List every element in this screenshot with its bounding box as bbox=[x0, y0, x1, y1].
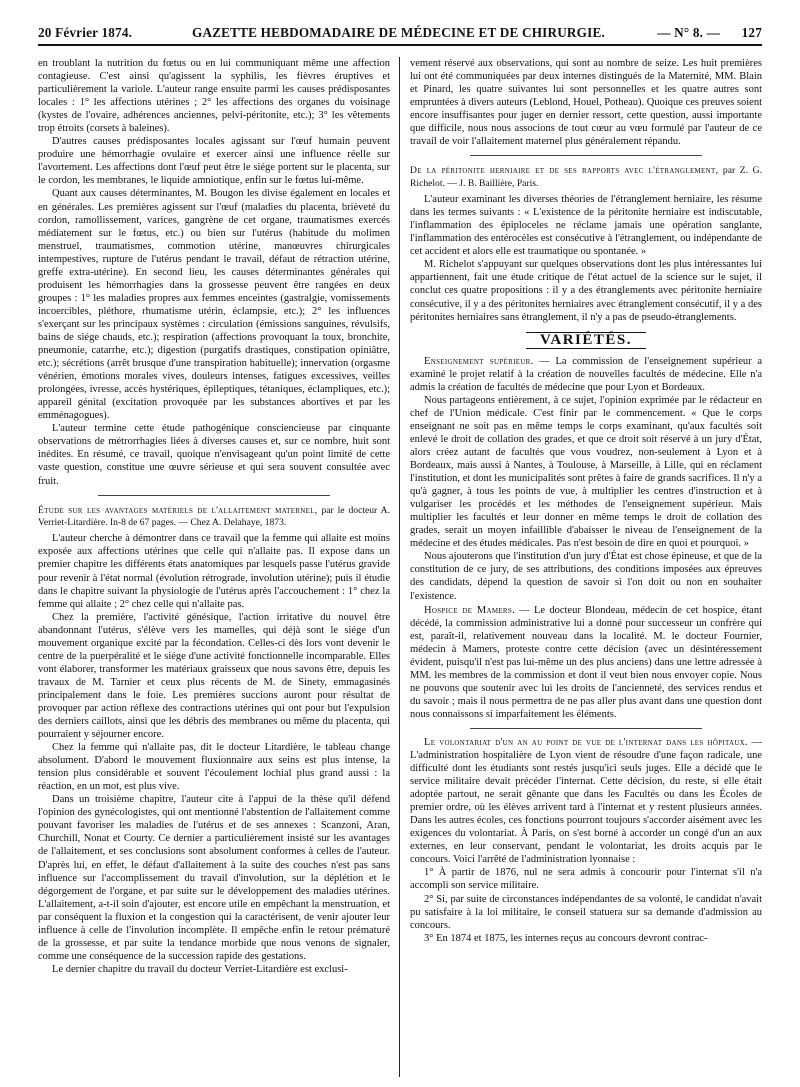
running-header bbox=[38, 22, 762, 46]
news-item-text: — L'administration hospitalière de Lyon vient de résoudre d'une façon radicale, une difficulté dont les étudiants sont restés jusqu'ici seuls juges. Elle a décidé que le service militaire devait précéder l'internat. Cette décision, du reste, si elle était adoptée partout, ne serait gênante que dans les Facultés ou dans les Écoles de premier ordre, où les élèves arrivent tard à l'internat et y restent plusieurs années. Dans les autres écoles, ces fonctions pourront toujours s'accorder aisément avec les exigences du volontariat. À Paris, on s'est borné à accorder un congé d'un an aux externes, en leur conservant, pendant le volontariat, les droits acquis par le concours. Voici l'arrêté de l'administration lyonnaise : bbox=[410, 736, 762, 866]
article-heading bbox=[38, 505, 390, 530]
header-date: 20 Février 1874. bbox=[38, 25, 133, 40]
article-citation: par Z. G. Richelot. — J. B. Baillière, Paris. bbox=[410, 165, 762, 189]
article-title: De la péritonite herniaire et de ses rapports avec l'étranglement, bbox=[410, 165, 719, 177]
paragraph: Dans un troisième chapitre, l'auteur cite à l'appui de la thèse qu'il défend l'opinion des gynécologistes, qui ont mentionné l'abstention de l'allaitement comme pouvant favoriser les maladies de l'utérus et de ses annexes : Scanzoni, Aran, Churchill, Nonat et Courty. Ce dernier a particulièrement insisté sur les avantages de l'allaitement, et ses conclusions sont absolument conformes à celles de l'auteur. D'après lui, en effet, le défaut d'allaitement à la suite des couches n'est pas sans influence sur l'accomplissement du travail d'involution, sur la déplétion et le dégorgement de l'organe, et par suite sur le développement des maladies utérines. L'allaitement, a-t-il soin d'ajouter, est encore utile en empêchant la menstruation, et par conséquent la fluxion et la congestion qui la caractérisent, de venir ajouter leur influence à celle de l'involution incomplète. Il empêche enfin le retour prématuré de la grossesse, et par suite la tendance morbide que nous venons de signaler, comme une conséquence de la succession rapide des gestations. bbox=[38, 794, 390, 962]
list-item: 3° En 1874 et 1875, les internes reçus au concours devront contrac- bbox=[424, 932, 708, 944]
news-item-title: Hospice de Mamers. bbox=[424, 604, 516, 616]
list-item: 2° Si, par suite de circonstances indépendantes de sa volonté, le candidat n'avait pu satisfaire à la loi militaire, le conseil statuera sur sa demande d'admission au concours. bbox=[410, 893, 762, 931]
column-divider bbox=[399, 57, 400, 1077]
article-title: Étude sur les avantages matériels de l'allaitement maternel, bbox=[38, 504, 318, 516]
header-title: GAZETTE HEBDOMADAIRE DE MÉDECINE ET DE CHIRURGIE. bbox=[192, 25, 605, 40]
paragraph: L'auteur examinant les diverses théories de l'étranglement herniaire, les résume dans les termes suivants : « L'existence de la péritonite herniaire est indiscutable, l'inflammation des épiploceles ne réclame jamais une opération sanglante, l'inflammation des entérocèles est consécutive à l'étranglement, ou indépendante de cet accident et alors elle est traumatique ou spontanée. » bbox=[410, 194, 762, 258]
section-heading-wrap bbox=[410, 332, 762, 349]
paragraph: Le dernier chapitre du travail du docteur Verriet-Litardière est exclusi- bbox=[52, 963, 348, 975]
paragraph: Nous partageons entièrement, à ce sujet, l'opinion exprimée par le rédacteur en chef de l'Union médicale. C'est finir par le commencement. « Que le corps enseignant ne soit pas en même temps le corps examinant, qu'aux facultés soit enlevé le droit de collation des grades, et que ce droit soit réservé à un jury d'État, alors créez autant de facultés que vous voudrez, non-seulement à Lyon et à Bordeaux, mais aussi à Nantes, à Toulouse, à Marseille, à Lille, qui en réclament l'institution, et dont les municipalités sont prêtes à faire de grands sacrifices. Il n'y a qu'à gagner, à tous les points de vue, à multiplier les centres d'instruction et à vulgariser les procédés et les méthodes de l'enseignement supérieur. Mais multiplier les facultés et leur donner en même temps le droit de collation des grades, serait un moyen infaillible d'abaisser le niveau de l'enseignement de la médecine et des études médicales. Pas n'est besoin de dire en quoi et pourquoi. » bbox=[410, 394, 762, 550]
paragraph: L'auteur cherche à démontrer dans ce travail que la femme qui allaite est moins exposée aux affections utérines que celle qui n'allaite pas. Il expose dans un premier chapitre les différents états anatomiques par lesquels passe l'utérus gravide pour revenir à l'état normal (évolution rétrograde, involution utérine); puis il étudie dans le chapitre suivant la physiologie de l'utérus après l'accouchement : 1° chez la femme qui allaite ; 2° chez celle qui n'allaite pas. bbox=[38, 533, 390, 610]
paragraph: M. Richelot s'appuyant sur quelques observations dont les plus intéressantes lui appartiennent, fait une étude critique de l'état actuel de la science sur le sujet, il conclut ces quatre propositions : il y a des étranglements avec péritonite herniaire consécutive, il y a des péritonites herniaires avec étranglement consécutif, il y a des péritonites herniaires sans étranglement, il n'y a pas de pseudo-étranglements. bbox=[410, 259, 762, 323]
paragraph: L'auteur termine cette étude pathogénique consciencieuse par cinquante observations de métrorrhagies liées à diverses causes et, sur ce nombre, huit sont inédites. En résumé, ce travail, quoique n'envisageant qu'un point limité de cette vaste question, constitue une œuvre sérieuse et qui sera souvent consultée avec fruit. bbox=[38, 423, 390, 487]
news-item bbox=[410, 736, 762, 866]
news-item bbox=[410, 355, 762, 394]
article-separator bbox=[98, 495, 330, 496]
article-heading bbox=[410, 165, 762, 190]
right-column bbox=[410, 57, 762, 1082]
paragraph: en troublant la nutrition du fœtus ou en lui communiquant même une affection contagieuse. C'est ainsi qu'agissent la syphilis, les fièvres éruptives et particulièrement la variole. L'auteur range ensuite parmi les causes prédisposantes locales : 1° les affections utérines ; 2° les affections des organes du voisinage (kystes de l'ovaire, adhérences anciennes, pelvi-péritonite, etc.); 3° les vêtements trop étroits (corsets à baleines). bbox=[38, 58, 390, 135]
paragraph: Chez la femme qui n'allaite pas, dit le docteur Litardière, le tableau change absolument. D'abord le mouvement fluxionnaire aux seins est plus intense, la tension plus considérable et souvent l'écoulement lochial plus grand aussi : la réaction, en un mot, est plus vive. bbox=[38, 742, 390, 793]
news-item-text: — La commission de l'enseignement supérieur a examiné le projet relatif à la création de nouvelles facultés de médecine. Elle n'a admis la création de facultés de médecine que pour Lyon et Bordeaux. bbox=[410, 355, 762, 393]
article-citation: par le docteur A. Verriet-Litardière. In-8 de 67 pages. — Chez A. Delahaye, 1873. bbox=[38, 504, 390, 528]
header-page-number: 127 bbox=[741, 25, 762, 40]
news-item bbox=[410, 604, 762, 721]
news-item-title: Enseignement supérieur. bbox=[424, 355, 534, 367]
news-item-title: Le volontariat d'un an au point de vue de l'internat dans les hôpitaux. bbox=[424, 736, 748, 748]
news-item-text: — Le docteur Blondeau, médecin de cet hospice, étant décédé, la commission administrative lui a donné pour successeur un confrère qui est, paraît-il, relativement nouveau dans la localité. M. le docteur Fournier, médecin à Mamers, proteste contre cette décision (avec un désintéressement évident, puisqu'il n'est pas lui-même un des plus anciens) dans une lettre adressée à MM. les membres de la commission et dont il veut bien nous envoyer copie. Nous ne pouvons que soutenir avec lui les droits de l'ancienneté, des services rendus et du savoir ; mais il nous permettra de ne pas aller plus avant dans une question dont nous connaissons si imparfaitement les éléments. bbox=[410, 604, 762, 720]
paragraph: Chez la première, l'activité génésique, l'action irritative du nouvel être abandonnant l'utérus, s'élève vers les mamelles, qui déjà sont le siége d'un mouvement organique excité par la fécondation. Celles-ci dès lors vont devenir le centre de la puerpéralité et le siége d'une activité fonctionnelle incomparable. Elles vont élaborer, transformer les matériaux graisseux que nous savons être, depuis les travaux de M. Tarnier et ceux plus récents de M. de Sinety, emmagasinés principalement dans le foie. Les premières succions auront pour résultat de provoquer par action réflexe des contractions utérines qui ont pour but l'expulsion des derniers caillots, ainsi que les débris des membranes ou même du placenta, qui pourraient y séjourner encore. bbox=[38, 611, 390, 741]
article-separator bbox=[470, 155, 702, 156]
paragraph: vement réservé aux observations, qui sont au nombre de seize. Les huit premières lui ont été communiquées par deux internes distingués de la Maternité, MM. Blain et Pinard, les quatre suivantes lui sont personnelles et les quatre autres sont empruntées à divers auteurs (Leblond, Houel, Potheau). Quoique ces preuves soient encore insuffisantes pour juger en dernier ressort, cette question, aussi importante que difficile, nous nous associons de tout cœur au vœu formulé par l'auteur de ce travail de voir l'allaitement maternel plus généralement répandu. bbox=[410, 58, 762, 148]
left-column bbox=[38, 57, 390, 1082]
paragraph: D'autres causes prédisposantes locales agissant sur l'œuf humain peuvent produire une hémorrhagie ovulaire et exercer ainsi une influence réelle sur l'avortement. Les affections dont l'œuf peut être le siége portent sur le placenta, sur le cordon, les membranes, le liquide amniotique, enfin sur le fœtus lui-même. bbox=[38, 136, 390, 187]
section-heading: VARIÉTÉS. bbox=[526, 332, 646, 349]
paragraph: Nous ajouterons que l'institution d'un jury d'État est chose épineuse, et que de la constitution de ce jury, de ses attributions, des conditions imposées aux épreuves des candidats, dépend la question de savoir si l'on doit ou non en souhaiter l'existence. bbox=[410, 551, 762, 602]
header-issue-number: — N° 8. — bbox=[657, 25, 720, 40]
list-item: 1° À partir de 1876, nul ne sera admis à concourir pour l'internat s'il n'a accompli son service militaire. bbox=[410, 867, 762, 892]
article-separator bbox=[470, 728, 702, 729]
paragraph: Quant aux causes déterminantes, M. Bougon les divise également en locales et en générales. Les premières agissent sur l'œuf (maladies du placenta, brièveté du cordon, ramollissement, varices, gangrène de cet organe, traumatismes exercés médiatement sur le fœtus, etc.) ou bien sur l'utérus (habitude du molimen menstruel, traumatismes, commotion utérine, manœuvres chirurgicales intempestives, rupture de l'utérus pendant le travail, défaut de rétraction utérine, greffe extra-utérine). En second lieu, les causes déterminantes générales qui produisent les hémorrhagies dans la grossesse peuvent être rangées en deux groupes : 1° les maladies propres aux femmes enceintes (gastralgie, vomissements incoercibles, pléthore, rhumatisme utérin, éclampsie, etc.); 2° les influences s'exerçant sur les principaux systèmes : circulation (émissions sanguines, révulsifs, bains de siége chauds, etc.); respiration (affections provoquant la toux, bronchite, pneumonie, catarrhe, etc.); digestion (purgatifs drastiques, constipation opiniâtre, etc.); sécrétions (arrêt brusque d'une transpiration habituelle); innervation (orgasme vénérien, émotions morales vives, douleurs intenses, fatigues excessives, veilles prolongées, ivresse, accès hystériques, épileptiques, tétaniques, éclampliques, etc.); appareil génital (excitation provoquée par les substances abortives et par les emménagogues). bbox=[38, 188, 390, 422]
